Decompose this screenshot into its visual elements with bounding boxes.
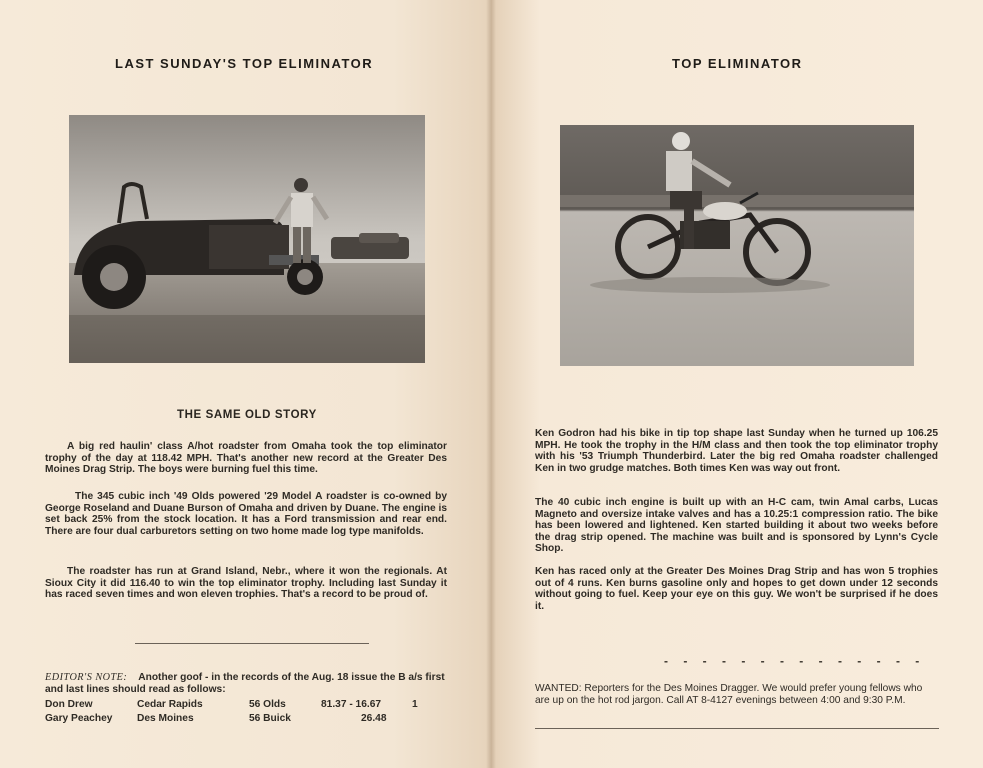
racer-times: 81.37 - 16.67: [321, 699, 382, 710]
editors-note-label: EDITOR'S NOTE:: [45, 672, 128, 683]
hot-rod-roadster-photo: [69, 115, 425, 363]
racer-engine: 56 Buick: [249, 713, 291, 724]
right-paragraph-1: Ken Godron had his bike in tip top shape last Sunday when he turned up 106.25 MPH. He took the trophy in the H/M class and then took the top eliminator trophy with his '53 Triumph Thunderbird. Later the big red Omaha roadster challenged Ken in two grudge matches. Both times Ken was way out front.: [535, 428, 938, 474]
racer-city: Des Moines: [137, 713, 194, 724]
left-divider: [135, 643, 369, 644]
results-row: [45, 699, 447, 713]
wanted-notice: WANTED: Reporters for the Des Moines Dragger. We would prefer young fellows who are up on the hot rod jargon. Call AT 8-4127 evenings between 4:00 and 9:30 P.M.: [535, 683, 923, 706]
dotted-divider: - - - - - - - - - - - - - -: [664, 654, 926, 668]
racer-name: Gary Peachey: [45, 713, 113, 724]
left-paragraph-3: The roadster has run at Grand Island, Nebr., where it won the regionals. At Sioux City it did 116.40 to win the top eliminator trophy. Including last Sunday it has raced seven times and won eleven trophies. That's a record to be proud of.: [45, 566, 447, 601]
right-paragraph-3: Ken has raced only at the Greater Des Moines Drag Strip and has won 5 trophies out of 4 runs. Ken burns gasoline only and hopes to get down under 12 seconds without going to fuel. Keep your eye on this guy. We won't be surprised if he does it.: [535, 566, 938, 612]
right-heading: TOP ELIMINATOR: [672, 56, 803, 71]
book-gutter: [486, 0, 496, 768]
racer-city: Cedar Rapids: [137, 699, 203, 710]
results-table: [45, 699, 447, 727]
right-paragraph-2: The 40 cubic inch engine is built up with an H-C cam, twin Amal carbs, Lucas Magneto and oversize intake valves and has a 10.25:1 compression ratio. The bike has been lowered and lightened. Ken started building it about two weeks before the drag strip opened. The machine was built and is sponsored by Lynn's Cycle Shop.: [535, 497, 938, 555]
left-paragraph-2: The 345 cubic inch '49 Olds powered '29 Model A roadster is co-owned by George Roseland and Duane Burson of Omaha and driven by Duane. The engine is set back 25% from the stock location. It has a Ford transmission and rear end. There are four dual carburetors setting on two home made log type manifolds.: [45, 491, 447, 537]
racer-place: 1: [412, 699, 418, 710]
left-paragraph-1: A big red haulin' class A/hot roadster from Omaha took the top eliminator trophy of the day at 118.42 MPH. That's another new record at the Greater Des Moines Drag Strip. The boys were burning fuel this time.: [45, 441, 447, 476]
racer-name: Don Drew: [45, 699, 93, 710]
motorcycle-rider-photo: [560, 125, 914, 366]
right-bottom-rule: [535, 728, 939, 729]
racer-engine: 56 Olds: [249, 699, 286, 710]
story-title: THE SAME OLD STORY: [177, 409, 317, 421]
racer-times: 26.48: [361, 713, 387, 724]
editors-note: [45, 672, 447, 695]
editors-note-text: Another goof - in the records of the Aug. 18 issue the B a/s first and last lines should read as follows:: [45, 672, 445, 695]
results-row: [45, 713, 447, 727]
right-page: [491, 0, 983, 768]
left-heading: LAST SUNDAY'S TOP ELIMINATOR: [115, 56, 374, 71]
